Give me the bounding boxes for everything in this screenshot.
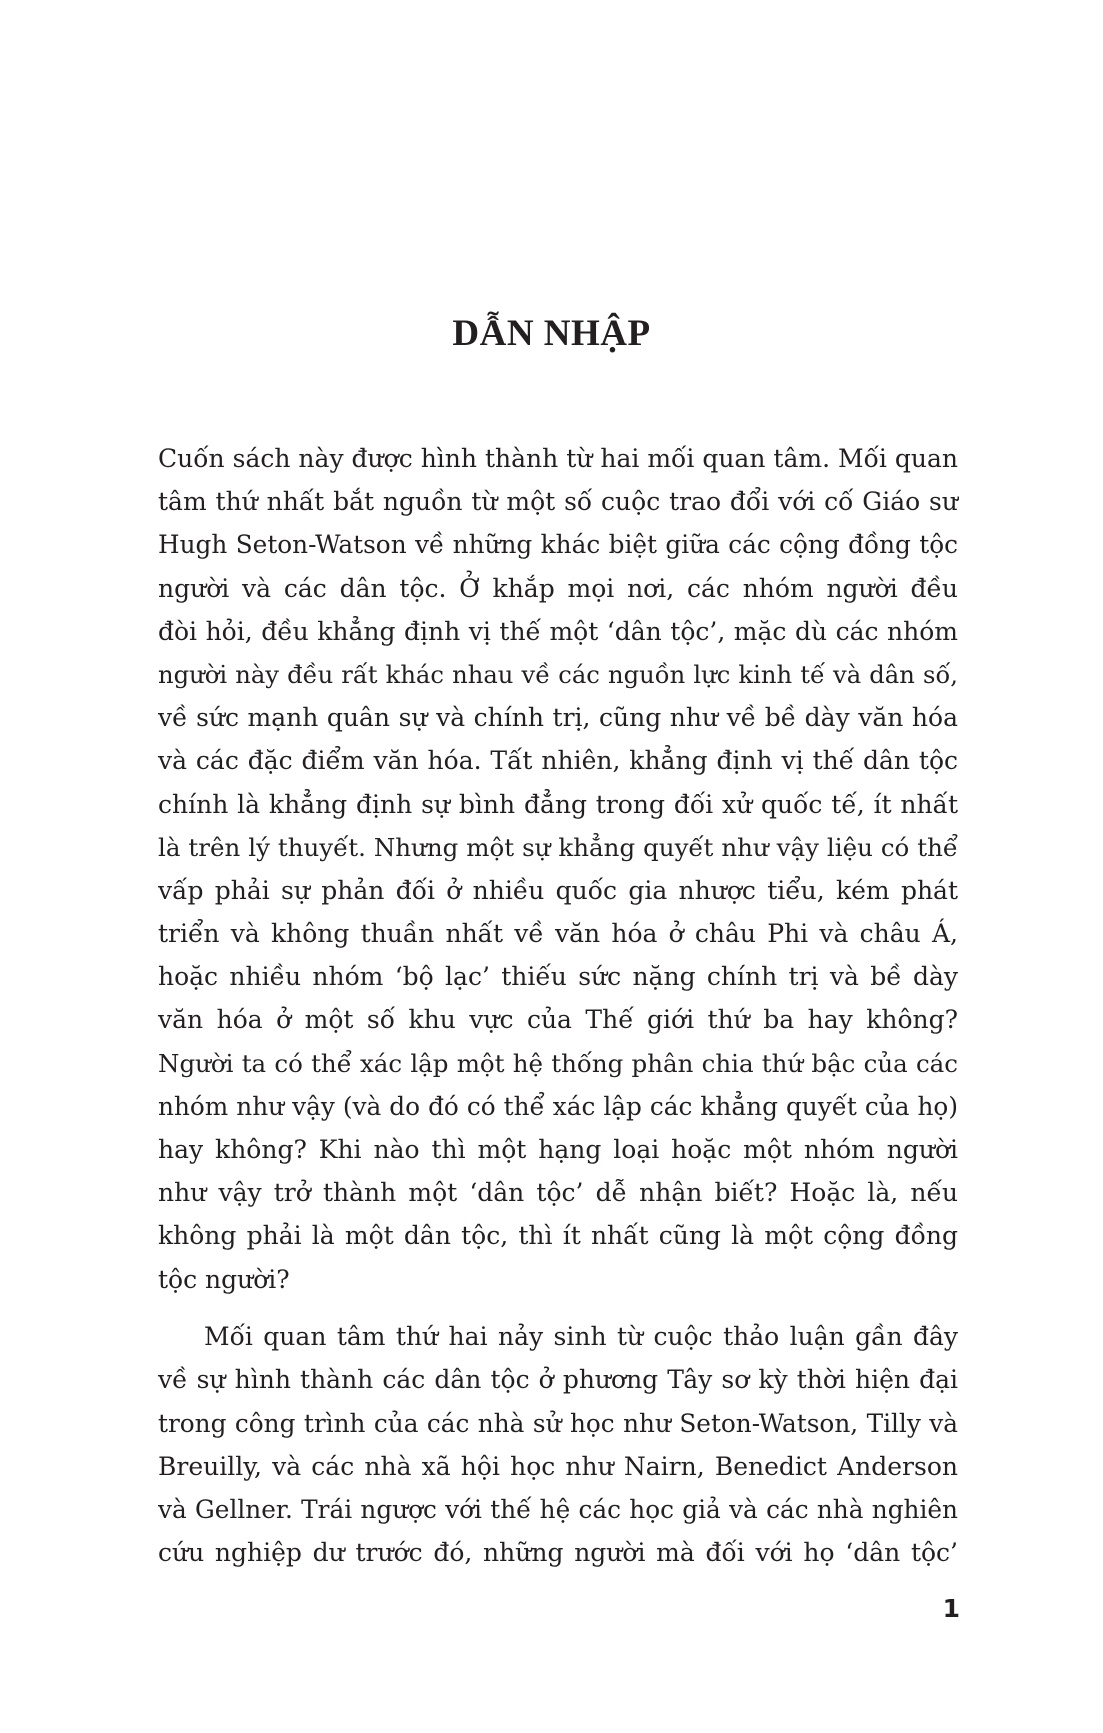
text-line: người và các dân tộc. Ở khắp mọi nơi, các nhóm người đều — [158, 573, 958, 603]
text-line: trong công trình của các nhà sử học như Seton-Watson, Tilly và — [158, 1408, 958, 1438]
paragraph-1 — [158, 437, 958, 1301]
text-line: và các đặc điểm văn hóa. Tất nhiên, khẳng định vị thế dân tộc — [158, 746, 958, 776]
text-line: văn hóa ở một số khu vực của Thế giới thứ ba hay không? — [158, 1005, 958, 1035]
text-line: Người ta có thể xác lập một hệ thống phân chia thứ bậc của các — [158, 1048, 958, 1078]
text-line: người này đều rất khác nhau về các nguồn lực kinh tế và dân số, — [158, 659, 958, 689]
text-line: là trên lý thuyết. Nhưng một sự khẳng quyết như vậy liệu có thể — [158, 832, 958, 862]
text-line: hay không? Khi nào thì một hạng loại hoặc một nhóm người — [158, 1135, 958, 1164]
text-line: Hugh Seton-Watson về những khác biệt giữa các cộng đồng tộc — [158, 530, 958, 560]
text-line: về sự hình thành các dân tộc ở phương Tây sơ kỳ thời hiện đại — [158, 1365, 958, 1395]
text-line: cứu nghiệp dư trước đó, những người mà đối với họ ‘dân tộc’ — [158, 1538, 958, 1568]
text-line: nhóm như vậy (và do đó có thể xác lập các khẳng quyết của họ) — [158, 1091, 958, 1121]
text-line: tâm thứ nhất bắt nguồn từ một số cuộc trao đổi với cố Giáo sư — [158, 487, 958, 517]
text-line: vấp phải sự phản đối ở nhiều quốc gia nhược tiểu, kém phát — [158, 875, 958, 905]
text-line: chính là khẳng định sự bình đẳng trong đối xử quốc tế, ít nhất — [158, 789, 958, 819]
text-line: như vậy trở thành một ‘dân tộc’ dễ nhận biết? Hoặc là, nếu — [158, 1178, 958, 1208]
text-line: Breuilly, và các nhà xã hội học như Nairn, Benedict Anderson — [158, 1451, 958, 1481]
text-line: hoặc nhiều nhóm ‘bộ lạc’ thiếu sức nặng chính trị và bề dày — [158, 962, 958, 992]
chapter-title: DẪN NHẬP — [452, 313, 651, 354]
text-line: triển và không thuần nhất về văn hóa ở châu Phi và châu Á, — [158, 919, 958, 949]
text-line: không phải là một dân tộc, thì ít nhất cũng là một cộng đồng — [158, 1221, 958, 1251]
body-text — [158, 437, 958, 1574]
text-line: và Gellner. Trái ngược với thế hệ các học giả và các nhà nghiên — [158, 1495, 958, 1524]
text-line: tộc người? — [158, 1264, 290, 1294]
text-line: đòi hỏi, đều khẳng định vị thế một ‘dân tộc’, mặc dù các nhóm — [158, 616, 958, 646]
paragraph-2 — [158, 1315, 958, 1574]
text-line: Cuốn sách này được hình thành từ hai mối quan tâm. Mối quan — [158, 444, 958, 473]
text-line: về sức mạnh quân sự và chính trị, cũng như về bề dày văn hóa — [158, 703, 958, 733]
text-line: Mối quan tâm thứ hai nảy sinh từ cuộc thảo luận gần đây — [204, 1322, 958, 1352]
page-number: 1 — [942, 1594, 960, 1623]
